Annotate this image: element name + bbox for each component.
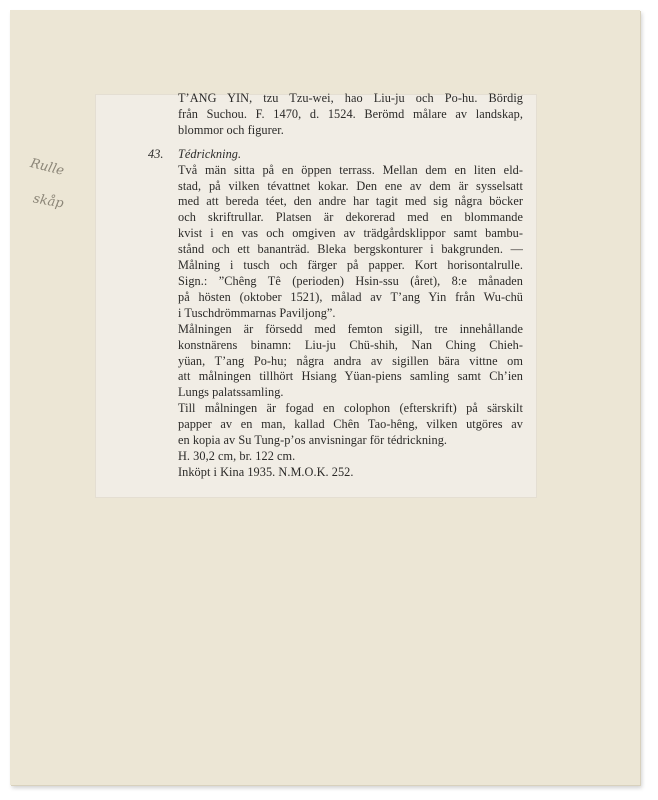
description-line: yüan, T’ang Po-hu; några andra av sigillen bära vittne om — [178, 353, 523, 368]
description-line: med att bereda téet, den andre har tagit med sig några böcker — [178, 194, 523, 209]
description-line: och skriftrullar. Platsen är dekorerad med en blommande — [178, 210, 523, 225]
entry-title: Tédrickning. — [178, 146, 242, 161]
dimensions-line: H. 30,2 cm, br. 122 cm. — [178, 448, 296, 463]
description-line: en kopia av Su Tung-p’os anvisningar för tédrickning. — [178, 433, 448, 448]
description-line: Målning i tusch och färger på papper. Kort horisontalrulle. — [178, 258, 523, 273]
artist-line: T’ANG YIN, tzu Tzu-wei, hao Liu-ju och Po-hu. Bördig — [178, 91, 523, 105]
description-line: kvist i en vas och omgiven av trädgårdsklippor samt bambu- — [178, 226, 523, 241]
description-line: på hösten (oktober 1521), målad av T’ang Yin från Wu-chü — [178, 289, 523, 304]
artist-line: från Suchou. F. 1470, d. 1524. Berömd målare av landskap, — [178, 106, 523, 121]
description-line: Två män sitta på en öppen terrass. Mellan dem en liten eld- — [178, 162, 523, 177]
description-line: stad, på vilken tévattnet kokar. Den ene av dem är sysselsatt — [178, 178, 523, 193]
description-line: Sign.: ”Chêng Tê (perioden) Hsin-ssu (året), 8:e månaden — [178, 273, 523, 288]
pencil-note-rulle: Rulle — [28, 156, 66, 179]
pencil-note-skap: skåp — [31, 191, 65, 212]
description-line: att målningen tillhört Hsiang Yüan-piens samling samt Ch’ien — [178, 369, 523, 384]
description-line: Till målningen är fogad en colophon (efterskrift) på särskilt — [178, 401, 523, 416]
description-line: konstnärens binamn: Liu-ju Chü-shih, Nan Ching Chieh- — [178, 337, 523, 352]
description-line: stånd och ett bananträd. Bleka bergskonturer i bakgrunden. — — [178, 242, 523, 257]
catalog-entry — [148, 91, 523, 481]
description-line: Målningen är försedd med femton sigill, tre innehållande — [178, 321, 523, 336]
artist-line: blommor och figurer. — [178, 122, 284, 137]
entry-number: 43. — [148, 146, 164, 161]
description-line: papper av en man, kallad Chên Tao-hêng, vilken utgöres av — [178, 417, 523, 432]
entry-heading — [148, 146, 523, 163]
description-line: Lungs palatssamling. — [178, 385, 284, 400]
description-line: i Tuschdrömmarnas Paviljong”. — [178, 305, 336, 320]
acquisition-line: Inköpt i Kina 1935. N.M.O.K. 252. — [178, 464, 354, 479]
